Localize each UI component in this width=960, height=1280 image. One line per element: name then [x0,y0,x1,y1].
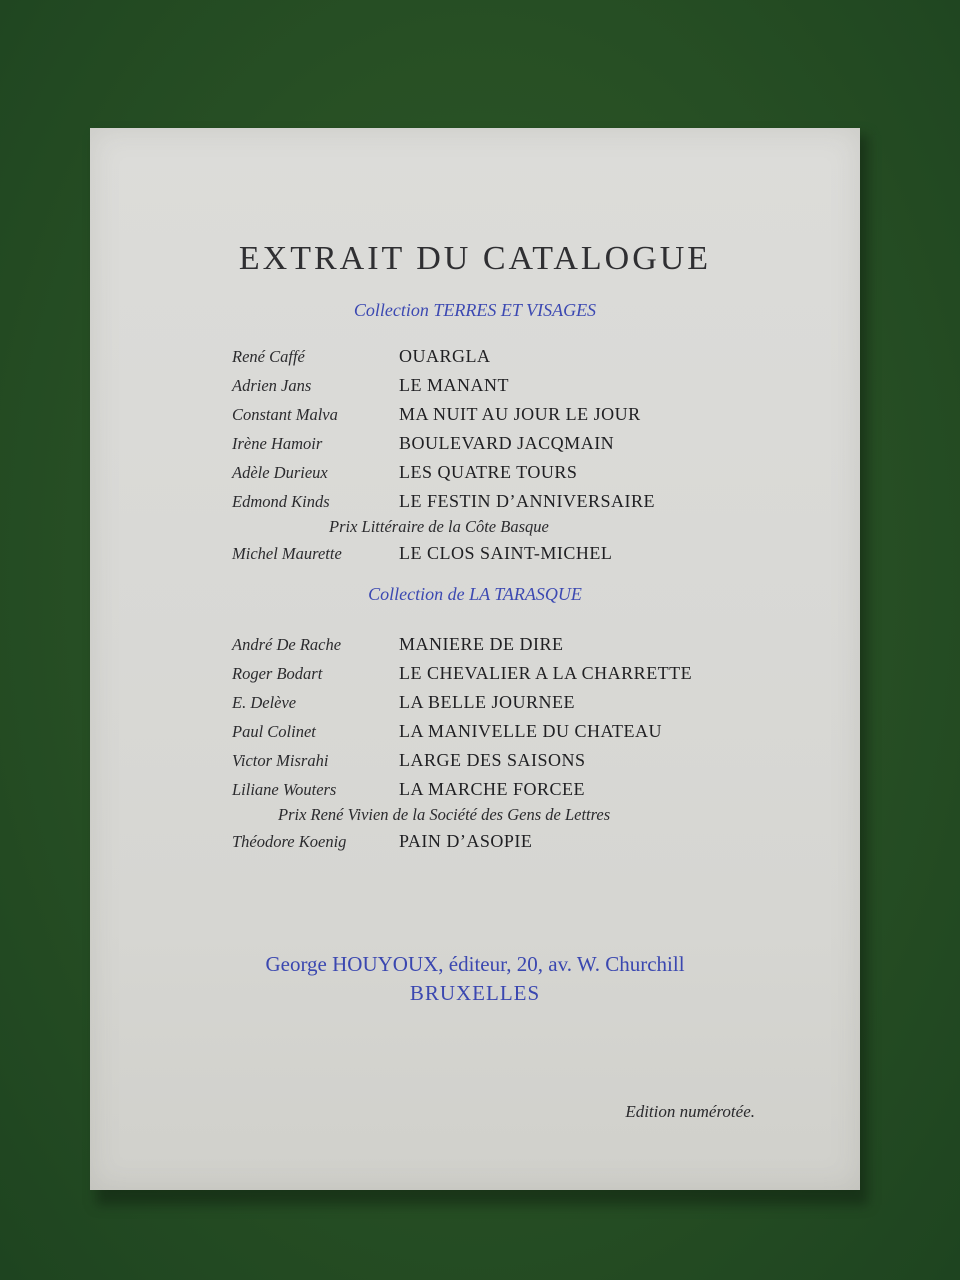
entry-title: LE MANANT [399,375,509,395]
catalogue-entry [232,400,832,429]
entry-author: Constant Malva [232,405,338,424]
collection-list-terres-et-visages [232,342,832,568]
catalogue-entry [232,458,832,487]
entry-title: LE CLOS SAINT-MICHEL [399,543,613,563]
catalogue-entry [232,746,832,775]
catalogue-entry [232,630,832,659]
catalogue-entry [232,688,832,717]
entry-title: LE FESTIN D’ANNIVERSAIRE [399,491,655,511]
collection-title-terres-et-visages: Collection TERRES ET VISAGES [353,300,597,320]
catalogue-card [90,128,860,1190]
entry-title: MANIERE DE DIRE [399,634,564,654]
publisher-address: George HOUYOUX, éditeur, 20, av. W. Churchill [265,952,685,976]
catalogue-entry [232,775,832,804]
entry-author: E. Delève [232,693,297,712]
catalogue-entry [232,342,832,371]
entry-title: BOULEVARD JACQMAIN [399,433,615,453]
entry-title: LE CHEVALIER A LA CHARRETTE [399,663,693,683]
entry-author: André De Rache [232,635,342,654]
catalogue-heading: EXTRAIT DU CATALOGUE [238,240,712,277]
entry-author: Edmond Kinds [232,492,330,511]
collection-list-la-tarasque [232,630,832,856]
entry-author: Liliane Wouters [232,780,337,799]
edition-note: Edition numérotée. [625,1102,755,1121]
entry-prize: Prix René Vivien de la Société des Gens de Lettres [278,805,611,824]
entry-author: Irène Hamoir [232,434,323,453]
entry-title: LARGE DES SAISONS [399,750,586,770]
catalogue-entry [232,659,832,688]
entry-author: Michel Maurette [232,544,342,563]
entry-author: Paul Colinet [232,722,316,741]
entry-title: LES QUATRE TOURS [399,462,578,482]
entry-title: LA MANIVELLE DU CHATEAU [399,721,662,741]
entry-author: René Caffé [232,347,305,366]
catalogue-entry [232,827,832,856]
entry-title: LA MARCHE FORCEE [399,779,586,799]
catalogue-entry [232,717,832,746]
publisher-city: BRUXELLES [409,981,541,1005]
entry-author: Victor Misrahi [232,751,329,770]
entry-title: LA BELLE JOURNEE [399,692,575,712]
catalogue-entry [232,429,832,458]
entry-title: OUARGLA [399,346,491,366]
entry-title: PAIN D’ASOPIE [399,831,533,851]
entry-author: Adrien Jans [232,376,312,395]
entry-title: MA NUIT AU JOUR LE JOUR [399,404,641,424]
catalogue-entry [232,539,832,568]
entry-author: Théodore Koenig [232,832,347,851]
entry-prize: Prix Littéraire de la Côte Basque [329,517,549,536]
entry-author: Roger Bodart [232,664,323,683]
catalogue-entry [232,487,832,516]
publisher-imprint [90,950,860,1008]
collection-title-la-tarasque: Collection de LA TARASQUE [368,584,582,604]
entry-author: Adèle Durieux [232,463,328,482]
catalogue-entry [232,371,832,400]
